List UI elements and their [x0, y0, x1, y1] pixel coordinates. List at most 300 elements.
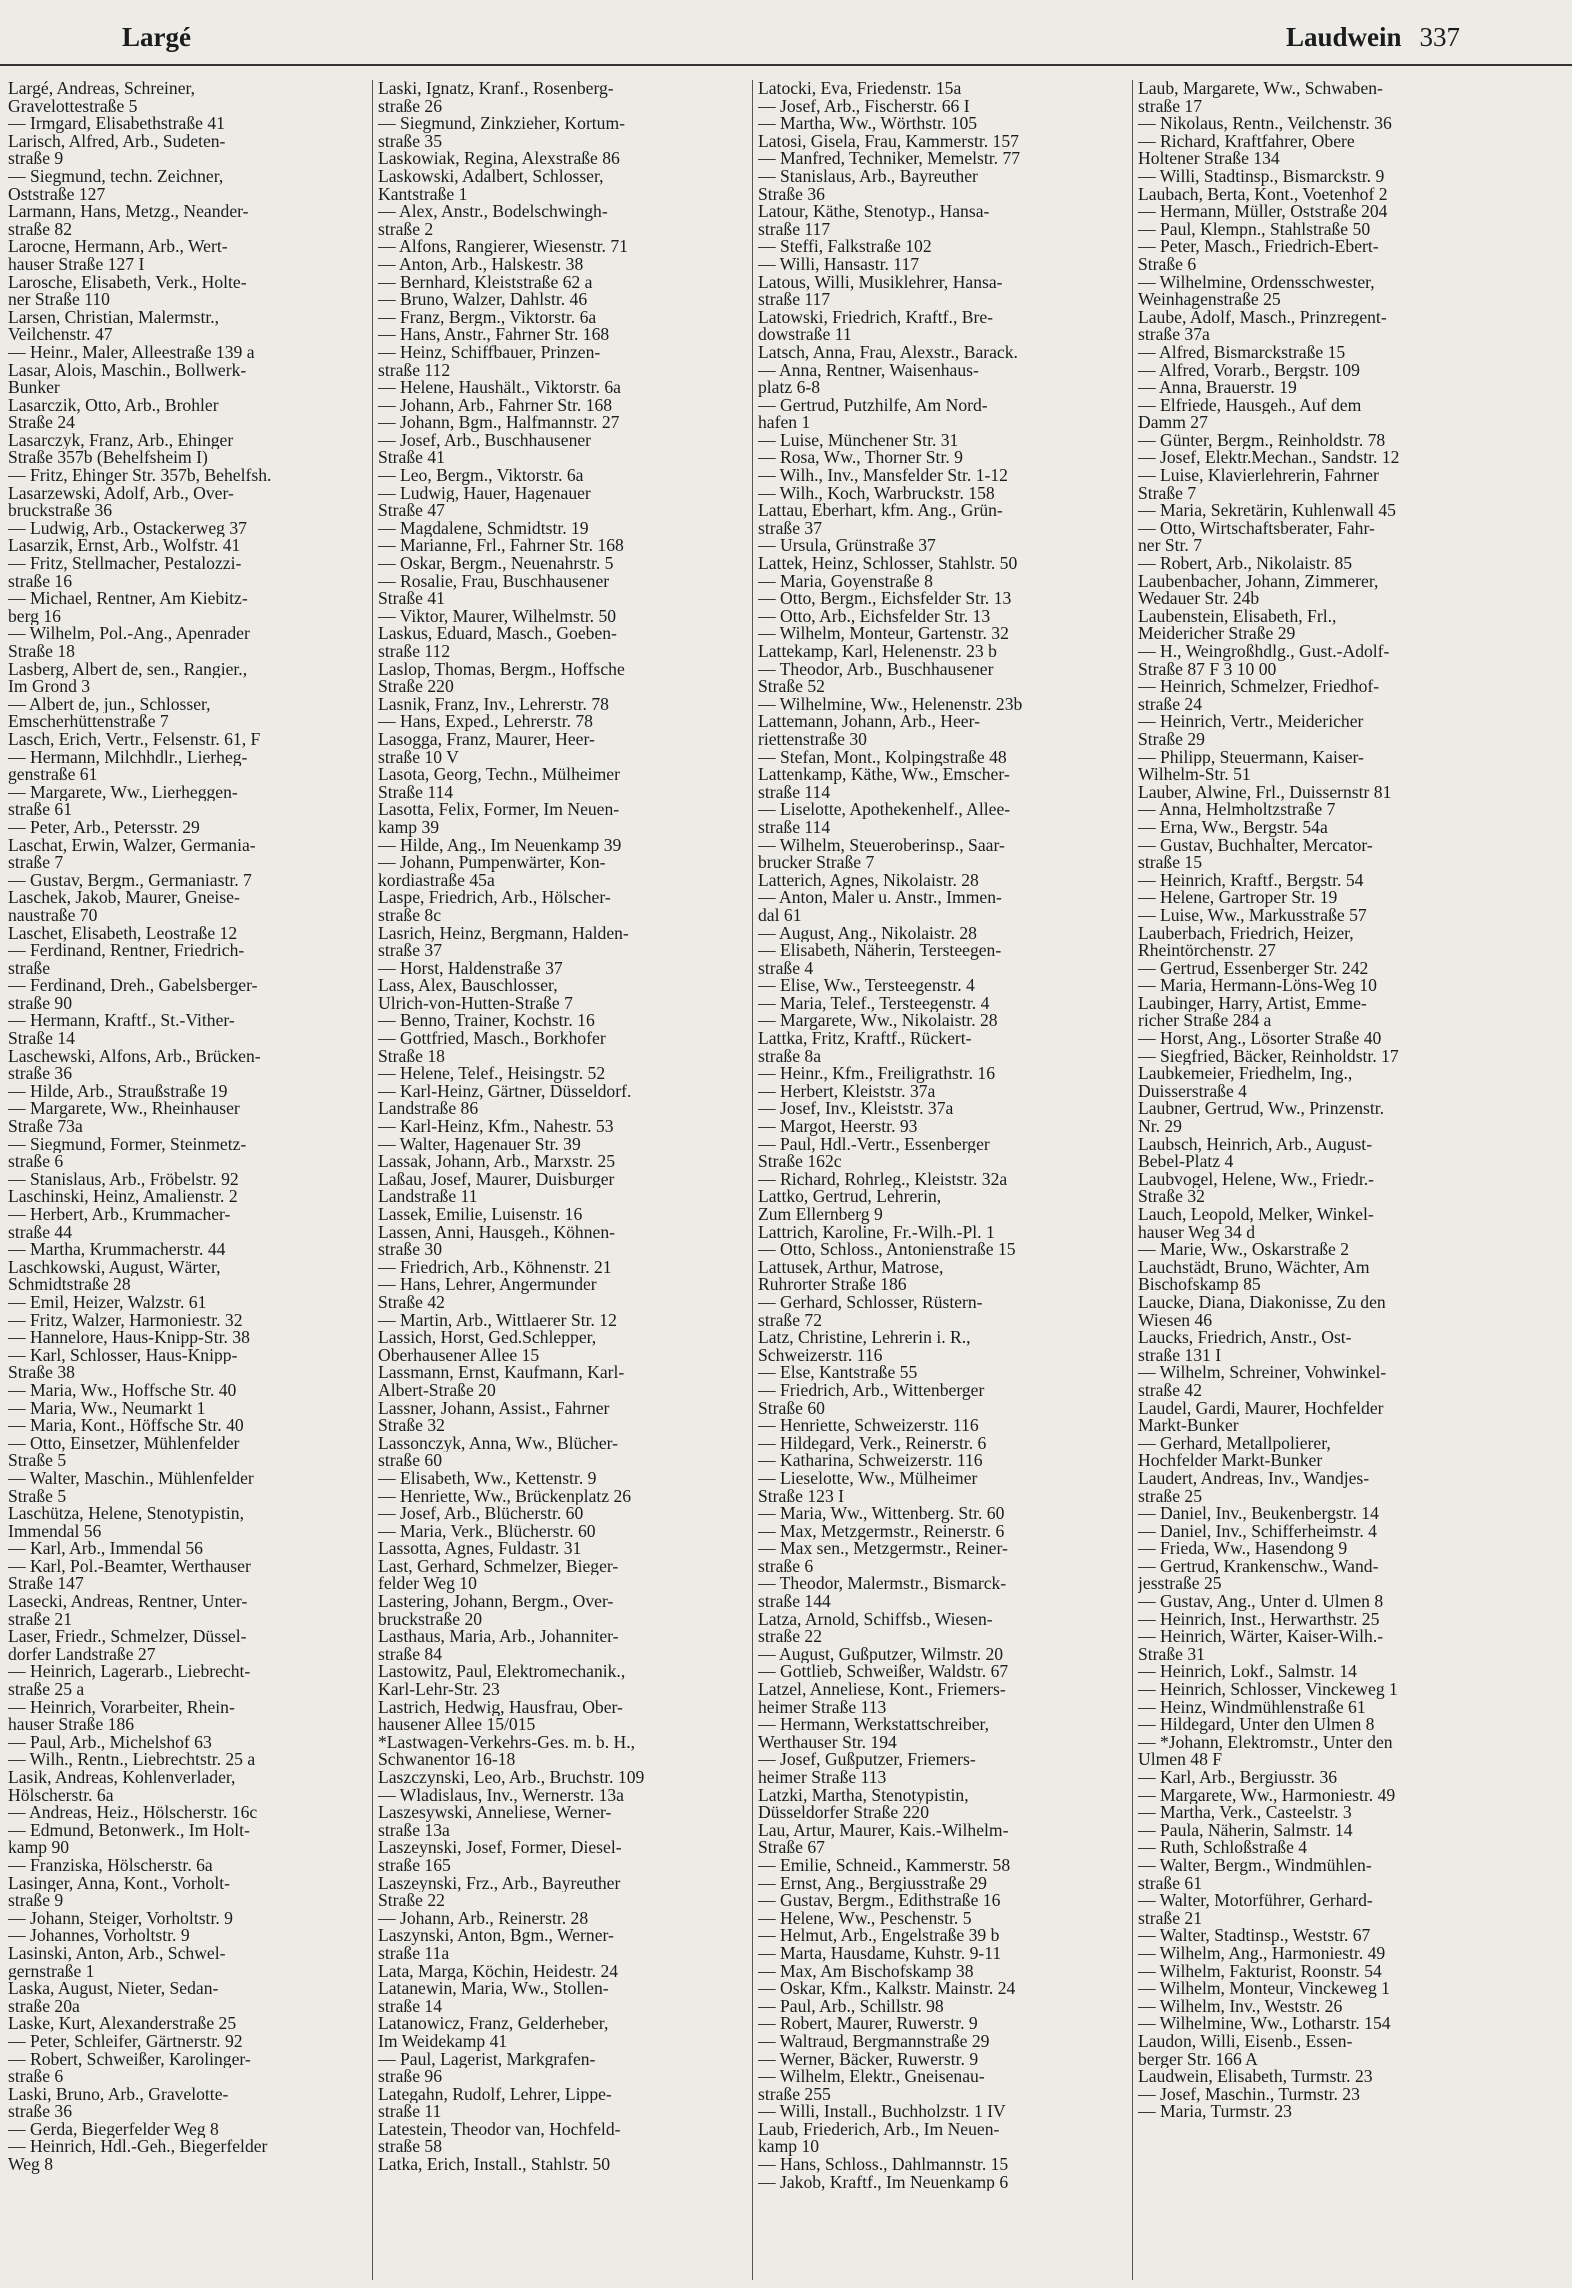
directory-entry-line: straße 2 [378, 220, 434, 239]
directory-entry-line: Laszynski, Anton, Bgm., Werner- [378, 1927, 614, 1945]
directory-entry-line: Oberhausener Allee 15 [378, 1346, 540, 1365]
directory-entry-line: Rheintörchenstr. 27 [1138, 942, 1276, 960]
directory-entry-line: Latsch, Anna, Frau, Alexstr., Barack. [758, 343, 1018, 362]
directory-entry-line: — Nikolaus, Rentn., Veilchenstr. 36 [1138, 115, 1392, 133]
directory-entry-line: — Max, Am Bischofskamp 38 [758, 1962, 974, 1981]
directory-entry-line: Laszczynski, Leo, Arb., Bruchstr. 109 [378, 1769, 645, 1787]
directory-entry-line: Lategahn, Rudolf, Lehrer, Lippe- [378, 2085, 612, 2104]
directory-entry-line: straße 25 [1138, 1487, 1203, 1506]
directory-entry-line: — Gustav, Buchhalter, Mercator- [1138, 836, 1373, 855]
directory-entry-line: riettenstraße 30 [758, 730, 867, 749]
directory-entry-line: — Günter, Bergm., Reinholdstr. 78 [1138, 431, 1386, 450]
directory-entry-line: Holtener Straße 134 [1138, 150, 1280, 168]
directory-entry-line: — Oskar, Bergm., Neuenahrstr. 5 [378, 555, 614, 573]
directory-entry-line: — Friedrich, Arb., Wittenberger [758, 1381, 985, 1400]
directory-entry-line: — Elisabeth, Näherin, Tersteegen- [758, 942, 1002, 960]
directory-entry-line: straße 11 [378, 2103, 442, 2121]
directory-entry-line: genstraße 61 [8, 766, 98, 784]
directory-entry-line: straße 4 [758, 959, 814, 978]
directory-entry-line: Latanowicz, Franz, Gelderheber, [378, 2015, 609, 2033]
directory-entry-line: Lastering, Johann, Bergm., Over- [378, 1593, 614, 1611]
directory-entry-line: Straße 147 [8, 1575, 84, 1594]
directory-entry-line: Laudon, Willi, Eisenb., Essen- [1138, 2032, 1353, 2051]
directory-entry-line: Laucke, Diana, Diakonisse, Zu den [1138, 1293, 1386, 1312]
directory-entry-line: — Robert, Arb., Nikolaistr. 85 [1138, 555, 1353, 573]
directory-entry-line: — Heinrich, Lagerarb., Liebrecht- [8, 1663, 251, 1682]
directory-entry-line: — Heinz, Schiffbauer, Prinzen- [378, 343, 601, 362]
directory-entry-line: — Viktor, Maurer, Wilhelmstr. 50 [378, 607, 617, 626]
directory-entry-line: Nr. 29 [1138, 1118, 1182, 1136]
directory-entry-line: straße [8, 959, 51, 978]
directory-entry-line: dorfer Landstraße 27 [8, 1645, 156, 1664]
directory-entry-line: straße 37a [1138, 326, 1210, 344]
directory-entry-line: Oststraße 127 [8, 185, 106, 204]
directory-entry-line: Lattrich, Karoline, Fr.-Wilh.-Pl. 1 [758, 1223, 995, 1242]
directory-entry-line: Laspe, Friedrich, Arb., Hölscher- [378, 889, 611, 907]
directory-column-1 [8, 80, 368, 2280]
directory-entry-line: Laubvogel, Helene, Ww., Friedr.- [1138, 1170, 1374, 1189]
directory-entry-line: Latocki, Eva, Friedenstr. 15a [758, 80, 962, 98]
directory-entry-line: straße 61 [1138, 1874, 1203, 1893]
directory-entry-line: Larosche, Elisabeth, Verk., Holte- [8, 273, 247, 292]
directory-entry-line: straße 90 [8, 994, 73, 1013]
directory-entry-line: Laubenbacher, Johann, Zimmerer, [1138, 572, 1379, 591]
directory-entry-line: Laudwein, Elisabeth, Turmstr. 23 [1138, 2068, 1373, 2086]
directory-entry-line: — Horst, Ang., Lösorter Straße 40 [1138, 1030, 1382, 1048]
directory-entry-line: Lasar, Alois, Maschin., Bollwerk- [8, 361, 247, 380]
directory-entry-line: — Maria, Ww., Hoffsche Str. 40 [8, 1381, 237, 1400]
directory-entry-line: kamp 39 [378, 818, 440, 837]
directory-entry-line: — Siegmund, Zinkzieher, Kortum- [378, 115, 626, 133]
directory-entry-line: Lattekamp, Karl, Helenenstr. 23 b [758, 643, 997, 661]
directory-entry-line: Lassen, Anni, Hausgeh., Köhnen- [378, 1223, 615, 1242]
directory-entry-line: Lasarczik, Otto, Arb., Brohler [8, 396, 219, 415]
directory-entry-line: heimer Straße 113 [758, 1698, 887, 1717]
directory-entry-line: Ulmen 48 F [1138, 1751, 1223, 1769]
directory-entry-line: — Robert, Schweißer, Karolinger- [8, 2050, 251, 2069]
directory-entry-line: Straße 6 [1138, 255, 1197, 274]
directory-entry-line: — Hildegard, Verk., Reinerstr. 6 [758, 1434, 987, 1453]
directory-entry-line: — Waltraud, Bergmannstraße 29 [758, 2032, 990, 2051]
directory-entry-line: Straße 32 [378, 1417, 445, 1435]
directory-entry-line: bruckstraße 36 [8, 502, 113, 520]
directory-entry-line: — Heinrich, Vertr., Meidericher [1138, 713, 1364, 731]
directory-entry-line: Straße 357b (Behelfsheim I) [8, 449, 208, 468]
directory-entry-line: Lasch, Erich, Vertr., Felsenstr. 61, F [8, 730, 261, 749]
directory-entry-line: Laskowski, Adalbert, Schlosser, [378, 167, 604, 186]
directory-entry-line: — Leo, Bergm., Viktorstr. 6a [378, 467, 584, 485]
directory-entry-line: Lasinger, Anna, Kont., Vorholt- [8, 1874, 230, 1893]
directory-entry-line: Straße 42 [378, 1293, 445, 1312]
directory-entry-line: — Wilhelm, Ang., Harmoniestr. 49 [1138, 1944, 1386, 1963]
directory-entry-line: Laschinski, Heinz, Amalienstr. 2 [8, 1188, 238, 1206]
directory-entry-line: — Theodor, Malermstr., Bismarck- [758, 1575, 1007, 1594]
directory-entry-line: straße 36 [8, 1065, 73, 1083]
directory-entry-line: — Johannes, Vorholtstr. 9 [8, 1927, 190, 1945]
directory-entry-line: Lassich, Horst, Ged.Schlepper, [378, 1329, 597, 1347]
directory-entry-line: — Ernst, Ang., Bergiusstraße 29 [758, 1874, 987, 1893]
directory-entry-line: — Daniel, Inv., Schifferheimstr. 4 [1138, 1522, 1377, 1541]
directory-entry-line: — Otto, Arb., Eichsfelder Str. 13 [758, 607, 991, 626]
directory-entry-line: Weg 8 [8, 2156, 53, 2174]
directory-entry-line: Lattau, Eberhart, kfm. Ang., Grün- [758, 502, 1003, 520]
directory-entry-line: — Liselotte, Apothekenhelf., Allee- [758, 801, 1011, 819]
directory-entry-line: — Hans, Lehrer, Angermunder [378, 1276, 597, 1294]
directory-entry-line: Lata, Marga, Köchin, Heidestr. 24 [378, 1962, 619, 1981]
directory-entry-line: — Karl, Arb., Bergiusstr. 36 [1138, 1769, 1338, 1787]
directory-entry-line: Straße 7 [1138, 484, 1197, 503]
directory-entry-line: straße 17 [1138, 97, 1203, 116]
directory-entry-line: Laubkemeier, Friedhelm, Ing., [1138, 1065, 1353, 1083]
directory-entry-line: Laßau, Josef, Maurer, Duisburger [378, 1170, 615, 1189]
directory-entry-line: — Heinrich, Schmelzer, Friedhof- [1138, 678, 1380, 696]
directory-entry-line: — Wilhelm, Inv., Weststr. 26 [1138, 1997, 1343, 2016]
directory-entry-line: — Paul, Klempn., Stahlstraße 50 [1138, 220, 1371, 239]
directory-entry-line: Laskowiak, Regina, Alexstraße 86 [378, 150, 620, 168]
directory-entry-line: — Walter, Hagenauer Str. 39 [378, 1135, 581, 1154]
directory-entry-line: — Wilhelmine, Ordensschwester, [1138, 273, 1375, 292]
directory-entry-line: Laschat, Erwin, Walzer, Germania- [8, 836, 256, 855]
directory-entry-line: dal 61 [758, 906, 802, 925]
directory-entry-line: — Maria, Ww., Neumarkt 1 [8, 1399, 206, 1418]
directory-entry-line: Larocne, Hermann, Arb., Wert- [8, 238, 228, 256]
directory-entry-line: — Benno, Trainer, Kochstr. 16 [378, 1012, 595, 1031]
directory-entry-line: Laub, Margarete, Ww., Schwaben- [1138, 80, 1383, 98]
directory-entry-line: — Richard, Kraftfahrer, Obere [1138, 132, 1355, 151]
directory-entry-line: — Richard, Rohrleg., Kleiststr. 32a [758, 1170, 1008, 1189]
directory-entry-line: Lasarzik, Ernst, Arb., Wolfstr. 41 [8, 537, 241, 556]
directory-entry-line: — Karl, Pol.-Beamter, Werthauser [8, 1557, 251, 1576]
directory-entry-line: — Hermann, Kraftf., St.-Vither- [8, 1012, 235, 1031]
directory-entry-line: straße 60 [378, 1452, 443, 1470]
directory-entry-line: straße 6 [8, 2068, 64, 2086]
directory-entry-line: — Ruth, Schloßstraße 4 [1138, 1839, 1308, 1857]
directory-entry-line: — Max sen., Metzgermstr., Reiner- [758, 1540, 1008, 1558]
directory-entry-line: — Anna, Helmholtzstraße 7 [1138, 801, 1336, 819]
directory-entry-line: — Josef, Arb., Fischerstr. 66 I [758, 97, 970, 116]
directory-entry-line: Zum Ellernberg 9 [758, 1206, 883, 1224]
directory-entry-line: — Hans, Schloss., Dahlmannstr. 15 [758, 2156, 1009, 2174]
directory-entry-line: Weinhagenstraße 25 [1138, 291, 1281, 309]
directory-entry-line: Laski, Ignatz, Kranf., Rosenberg- [378, 80, 614, 98]
directory-entry-line: — Heinrich, Inst., Herwarthstr. 25 [1138, 1610, 1380, 1629]
directory-entry-line: — Wilhelmine, Ww., Lotharstr. 154 [1138, 2015, 1391, 2033]
directory-entry-line: Laubach, Berta, Kont., Voetenhof 2 [1138, 185, 1388, 204]
directory-entry-line: Meidericher Straße 29 [1138, 625, 1296, 643]
directory-entry-line: — Heinrich, Lokf., Salmstr. 14 [1138, 1663, 1357, 1682]
directory-entry-line: Lauber, Alwine, Frl., Duissernstr 81 [1138, 783, 1392, 802]
directory-entry-line: Straße 67 [758, 1839, 825, 1857]
directory-entry-line: Lastowitz, Paul, Elektromechanik., [378, 1663, 626, 1682]
directory-entry-line: — Otto, Wirtschaftsberater, Fahr- [1138, 519, 1375, 538]
directory-entry-line: straße 114 [758, 818, 831, 837]
directory-entry-line: — Franz, Bergm., Viktorstr. 6a [378, 308, 597, 327]
directory-entry-line: hafen 1 [758, 414, 811, 432]
directory-entry-line: Im Grond 3 [8, 678, 91, 696]
directory-entry-line: — Werner, Bäcker, Ruwerstr. 9 [758, 2050, 979, 2069]
directory-entry-line: Straße 47 [378, 502, 445, 520]
directory-entry-line: Werthauser Str. 194 [758, 1733, 897, 1752]
directory-entry-line: Albert-Straße 20 [378, 1381, 496, 1400]
directory-entry-line: — Josef, Elektr.Mechan., Sandstr. 12 [1138, 449, 1400, 468]
directory-entry-line: — Siegmund, techn. Zeichner, [8, 167, 224, 186]
directory-entry-line: Straße 123 I [758, 1487, 844, 1506]
directory-entry-line: — Anton, Maler u. Anstr., Immen- [758, 889, 1002, 907]
directory-entry-line: Wilhelm-Str. 51 [1138, 766, 1251, 784]
directory-entry-line: — Karl-Heinz, Kfm., Nahestr. 53 [378, 1118, 614, 1136]
directory-entry-line: straße 72 [758, 1311, 823, 1330]
directory-entry-line: — Paul, Arb., Schillstr. 98 [758, 1997, 944, 2016]
directory-entry-line: — Martha, Krummacherstr. 44 [8, 1241, 226, 1259]
directory-entry-line: — Albert de, jun., Schlosser, [8, 695, 211, 714]
directory-entry-line: straße 20a [8, 1997, 80, 2016]
directory-entry-line: Straße 18 [8, 643, 75, 661]
directory-entry-line: — Marianne, Frl., Fahrner Str. 168 [378, 537, 624, 556]
directory-entry-line: Lasik, Andreas, Kohlenverlader, [8, 1769, 236, 1787]
directory-entry-line: — Stefan, Mont., Kolpingstraße 48 [758, 748, 1007, 767]
directory-entry-line: Laschek, Jakob, Maurer, Gneise- [8, 889, 240, 907]
directory-entry-line: — Ursula, Grünstraße 37 [758, 537, 936, 556]
directory-entry-line: Straße 36 [758, 185, 825, 204]
directory-entry-line: — Margarete, Ww., Harmoniestr. 49 [1138, 1786, 1396, 1805]
directory-entry-line: Laslop, Thomas, Bergm., Hoffsche [378, 660, 625, 679]
directory-entry-line: ner Str. 7 [1138, 537, 1203, 556]
directory-entry-line: — Heinrich, Kraftf., Bergstr. 54 [1138, 871, 1364, 890]
directory-entry-line: — Heinz, Windmühlenstraße 61 [1138, 1698, 1366, 1717]
directory-entry-line: Ruhrorter Straße 186 [758, 1276, 907, 1294]
directory-entry-line: — Elise, Ww., Tersteegenstr. 4 [758, 977, 975, 995]
directory-entry-line: Latosi, Gisela, Frau, Kammerstr. 157 [758, 132, 1019, 151]
directory-entry-line: berg 16 [8, 607, 61, 626]
directory-entry-line: — Willi, Install., Buchholzstr. 1 IV [758, 2103, 1006, 2121]
directory-entry-line: — Otto, Einsetzer, Mühlenfelder [8, 1434, 240, 1453]
directory-entry-line: Straße 14 [8, 1030, 75, 1048]
directory-entry-line: Lasarzewski, Adolf, Arb., Over- [8, 484, 234, 503]
directory-entry-line: Straße 18 [378, 1047, 445, 1066]
directory-entry-line: Latka, Erich, Install., Stahlstr. 50 [378, 2156, 611, 2174]
directory-entry-line: — Gertrud, Putzhilfe, Am Nord- [758, 396, 988, 415]
directory-entry-line: Lattko, Gertrud, Lehrerin, [758, 1188, 942, 1206]
column-divider [752, 80, 753, 2280]
directory-entry-line: — Hilde, Ang., Im Neuenkamp 39 [378, 836, 622, 855]
directory-entry-line: hausener Allee 15/015 [378, 1716, 536, 1734]
directory-entry-line: — Helene, Ww., Peschenstr. 5 [758, 1909, 972, 1928]
directory-entry-line: — Emilie, Schneid., Kammerstr. 58 [758, 1856, 1011, 1875]
directory-entry-line: Straße 162c [758, 1153, 842, 1171]
directory-entry-line: Immendal 56 [8, 1522, 102, 1541]
directory-entry-line: — Walter, Maschin., Mühlenfelder [8, 1469, 254, 1488]
directory-entry-line: — Alfred, Bismarckstraße 15 [1138, 343, 1346, 362]
directory-entry-line: — Wilhelm, Elektr., Gneisenau- [758, 2068, 985, 2086]
directory-entry-line: — Peter, Masch., Friedrich-Ebert- [1138, 238, 1379, 256]
directory-entry-line: — Bruno, Walzer, Dahlstr. 46 [378, 291, 588, 309]
directory-entry-line: Laszeynski, Frz., Arb., Bayreuther [378, 1874, 621, 1893]
directory-entry-line: Lattenkamp, Käthe, Ww., Emscher- [758, 766, 1010, 784]
directory-entry-line: straße 6 [758, 1557, 814, 1576]
directory-entry-line: — Johann, Steiger, Vorholtstr. 9 [8, 1909, 233, 1928]
directory-entry-line: — Theodor, Arb., Buschhausener [758, 660, 994, 679]
directory-entry-line: — Maria, Verk., Blücherstr. 60 [378, 1522, 596, 1541]
directory-entry-line: — *Johann, Elektromstr., Unter den [1138, 1733, 1393, 1752]
directory-entry-line: — Luise, Ww., Markusstraße 57 [1138, 906, 1367, 925]
directory-entry-line: — Erna, Ww., Bergstr. 54a [1138, 818, 1328, 837]
directory-entry-line: Schweizerstr. 116 [758, 1346, 883, 1365]
directory-entry-line: dowstraße 11 [758, 326, 852, 344]
directory-entry-line: straße 61 [8, 801, 73, 819]
directory-entry-line: Latza, Arnold, Schiffsb., Wiesen- [758, 1610, 993, 1629]
directory-entry-line: — Hermann, Werkstattschreiber, [758, 1716, 990, 1734]
directory-entry-line: — Paul, Lagerist, Markgrafen- [378, 2050, 596, 2069]
directory-entry-line: straße 26 [378, 97, 443, 116]
directory-entry-line: Straße 52 [758, 678, 825, 696]
directory-entry-line: straße 37 [758, 519, 823, 538]
directory-entry-line: — Gertrud, Essenberger Str. 242 [1138, 959, 1369, 978]
directory-entry-line: — Siegfried, Bäcker, Reinholdstr. 17 [1138, 1047, 1399, 1066]
directory-entry-line: — Anna, Rentner, Waisenhaus- [758, 361, 979, 380]
directory-entry-line: hauser Weg 34 d [1138, 1223, 1255, 1242]
directory-entry-line: Lastrich, Hedwig, Hausfrau, Ober- [378, 1698, 623, 1717]
directory-entry-line: Laser, Friedr., Schmelzer, Düssel- [8, 1628, 247, 1646]
directory-entry-line: hauser Straße 186 [8, 1716, 135, 1734]
directory-entry-line: — Bernhard, Kleiststraße 62 a [378, 273, 593, 292]
directory-entry-line: Ulrich-von-Hutten-Straße 7 [378, 994, 573, 1013]
directory-entry-line: Straße 5 [8, 1487, 67, 1506]
directory-entry-line: Duisserstraße 4 [1138, 1082, 1247, 1101]
directory-entry-line: — Hildegard, Unter den Ulmen 8 [1138, 1716, 1375, 1734]
header-rule [0, 64, 1572, 66]
directory-entry-line: — Karl, Schlosser, Haus-Knipp- [8, 1346, 238, 1365]
directory-entry-line: — Manfred, Techniker, Memelstr. 77 [758, 150, 1021, 168]
directory-entry-line: straße 13a [378, 1821, 450, 1840]
directory-entry-line: Gravelottestraße 5 [8, 97, 138, 116]
directory-entry-line: Lasberg, Albert de, sen., Rangier., [8, 660, 248, 679]
directory-entry-line: — Alfons, Rangierer, Wiesenstr. 71 [378, 238, 628, 256]
directory-entry-line: — Wilh., Inv., Mansfelder Str. 1-12 [758, 467, 1008, 485]
directory-entry-line: — Ferdinand, Dreh., Gabelsberger- [8, 977, 258, 995]
directory-entry-line: Kantstraße 1 [378, 185, 468, 204]
directory-entry-line: — Robert, Maurer, Ruwerstr. 9 [758, 2015, 978, 2033]
directory-entry-line: — Wilhelm, Fakturist, Roonstr. 54 [1138, 1962, 1382, 1981]
directory-entry-line: — Martha, Verk., Casteelstr. 3 [1138, 1804, 1352, 1822]
directory-entry-line: — Andreas, Heiz., Hölscherstr. 16c [8, 1804, 258, 1822]
directory-entry-line: — Herbert, Arb., Krummacher- [8, 1206, 231, 1224]
directory-entry-line: Straße 24 [8, 414, 75, 432]
directory-entry-line: Straße 5 [8, 1452, 67, 1470]
directory-entry-line: Wiesen 46 [1138, 1311, 1213, 1330]
directory-entry-line: Schmidtstraße 28 [8, 1276, 131, 1294]
directory-entry-line: straße 112 [378, 361, 451, 380]
directory-entry-line: — Edmund, Betonwerk., Im Holt- [8, 1821, 250, 1840]
directory-entry-line: Lattusek, Arthur, Matrose, [758, 1258, 944, 1277]
directory-entry-line: straße 8c [378, 906, 442, 925]
directory-entry-line: Schwanentor 16-18 [378, 1751, 516, 1769]
directory-entry-line: — Johann, Arb., Reinerstr. 28 [378, 1909, 589, 1928]
directory-entry-line: Laszeynski, Josef, Former, Diesel- [378, 1839, 622, 1857]
directory-entry-line: Karl-Lehr-Str. 23 [378, 1681, 500, 1699]
directory-entry-line: straße 144 [758, 1593, 831, 1611]
directory-entry-line: — Lieselotte, Ww., Mülheimer [758, 1469, 978, 1488]
directory-entry-line: brucker Straße 7 [758, 854, 875, 872]
directory-entry-line: — Willi, Hansastr. 117 [758, 255, 920, 274]
directory-entry-line: — Johann, Pumpenwärter, Kon- [378, 854, 606, 872]
directory-entry-line: Last, Gerhard, Schmelzer, Bieger- [378, 1557, 619, 1576]
directory-entry-line: — Helmut, Arb., Engelstraße 39 b [758, 1927, 1000, 1945]
directory-entry-line: Straße 22 [378, 1892, 445, 1910]
directory-entry-line: — Josef, Inv., Kleiststr. 37a [758, 1100, 954, 1119]
directory-entry-line: Laubsch, Heinrich, Arb., August- [1138, 1135, 1373, 1154]
directory-entry-line: Lassak, Johann, Arb., Marxstr. 25 [378, 1153, 615, 1171]
directory-entry-line: — Frieda, Ww., Hasendong 9 [1138, 1540, 1348, 1558]
directory-entry-line: — Henriette, Schweizerstr. 116 [758, 1417, 979, 1435]
directory-entry-line: Düsseldorfer Straße 220 [758, 1804, 930, 1822]
directory-entry-line: — Helene, Haushält., Viktorstr. 6a [378, 379, 621, 397]
directory-entry-line: Largé, Andreas, Schreiner, [8, 80, 196, 98]
directory-entry-line: Straße 29 [1138, 730, 1205, 749]
directory-entry-line: Lassner, Johann, Assist., Fahrner [378, 1399, 610, 1418]
directory-column-2 [378, 80, 738, 2280]
directory-entry-line: kamp 10 [758, 2138, 820, 2157]
directory-entry-line: Latous, Willi, Musiklehrer, Hansa- [758, 273, 1003, 292]
directory-entry-line: straße 6 [8, 1153, 64, 1171]
directory-entry-line: — Wilhelm, Monteur, Gartenstr. 32 [758, 625, 1009, 643]
directory-entry-line: — Rosa, Ww., Thorner Str. 9 [758, 449, 963, 468]
directory-entry-line: Laucks, Friedrich, Anstr., Ost- [1138, 1329, 1352, 1347]
directory-entry-line: Straße 114 [378, 783, 454, 802]
header-first-entry: Largé [122, 22, 191, 52]
page-number: 337 [1419, 22, 1460, 52]
directory-entry-line: — Martha, Ww., Wörthstr. 105 [758, 115, 978, 133]
directory-entry-line: Latterich, Agnes, Nikolaistr. 28 [758, 871, 979, 890]
column-divider [372, 80, 373, 2280]
directory-entry-line: felder Weg 10 [378, 1575, 477, 1594]
directory-entry-line: straße 117 [758, 220, 831, 239]
directory-entry-line: straße 14 [378, 1997, 443, 2016]
directory-entry-line: — Ludwig, Hauer, Hagenauer [378, 484, 591, 503]
directory-entry-line: — Wilhelmine, Ww., Helenenstr. 23b [758, 695, 1023, 714]
directory-entry-line: gernstraße 1 [8, 1962, 95, 1981]
directory-entry-line: — Wilh., Koch, Warbruckstr. 158 [758, 484, 995, 503]
directory-entry-line: — Jakob, Kraftf., Im Neuenkamp 6 [758, 2173, 1009, 2192]
directory-entry-line: — Rosalie, Frau, Buschhausener [378, 572, 610, 591]
directory-entry-line: straße 36 [8, 2103, 73, 2121]
directory-entry-line: — Stanislaus, Arb., Bayreuther [758, 167, 978, 186]
directory-entry-line: Lattek, Heinz, Schlosser, Stahlstr. 50 [758, 555, 1018, 573]
directory-entry-line: Laudel, Gardi, Maurer, Hochfelder [1138, 1399, 1384, 1418]
directory-entry-line: kamp 90 [8, 1839, 70, 1857]
directory-entry-line: Wedauer Str. 24b [1138, 590, 1260, 608]
directory-entry-line: — August, Ang., Nikolaistr. 28 [758, 924, 977, 943]
directory-entry-line: Laska, August, Nieter, Sedan- [8, 1980, 219, 1998]
directory-entry-line: — Heinr., Maler, Alleestraße 139 a [8, 343, 255, 362]
directory-entry-line: Laubenstein, Elisabeth, Frl., [1138, 607, 1337, 626]
directory-entry-line: — Maria, Telef., Tersteegenstr. 4 [758, 994, 990, 1013]
directory-entry-line: Larisch, Alfred, Arb., Sudeten- [8, 132, 226, 151]
directory-entry-line: — H., Weingroßhdlg., Gust.-Adolf- [1138, 643, 1390, 661]
directory-entry-line: Straße 73a [8, 1118, 83, 1136]
directory-entry-line: platz 6-8 [758, 379, 821, 397]
directory-entry-line: straße 21 [1138, 1909, 1203, 1928]
directory-entry-line: Laski, Bruno, Arb., Gravelotte- [8, 2085, 229, 2104]
directory-entry-line: Lauchstädt, Bruno, Wächter, Am [1138, 1258, 1370, 1277]
directory-entry-line: — Herbert, Kleiststr. 37a [758, 1082, 936, 1101]
directory-entry-line: Lattka, Fritz, Kraftf., Rückert- [758, 1030, 972, 1048]
directory-entry-line: — Gottfried, Masch., Borkhofer [378, 1030, 606, 1048]
directory-entry-line: — Wilh., Rentn., Liebrechtstr. 25 a [8, 1751, 256, 1769]
directory-entry-line: Latowski, Friedrich, Kraftf., Bre- [758, 308, 993, 327]
directory-entry-line: Lassonczyk, Anna, Ww., Blücher- [378, 1434, 619, 1453]
directory-entry-line: — Siegmund, Former, Steinmetz- [8, 1135, 247, 1154]
directory-entry-line: — Paul, Hdl.-Vertr., Essenberger [758, 1135, 990, 1154]
